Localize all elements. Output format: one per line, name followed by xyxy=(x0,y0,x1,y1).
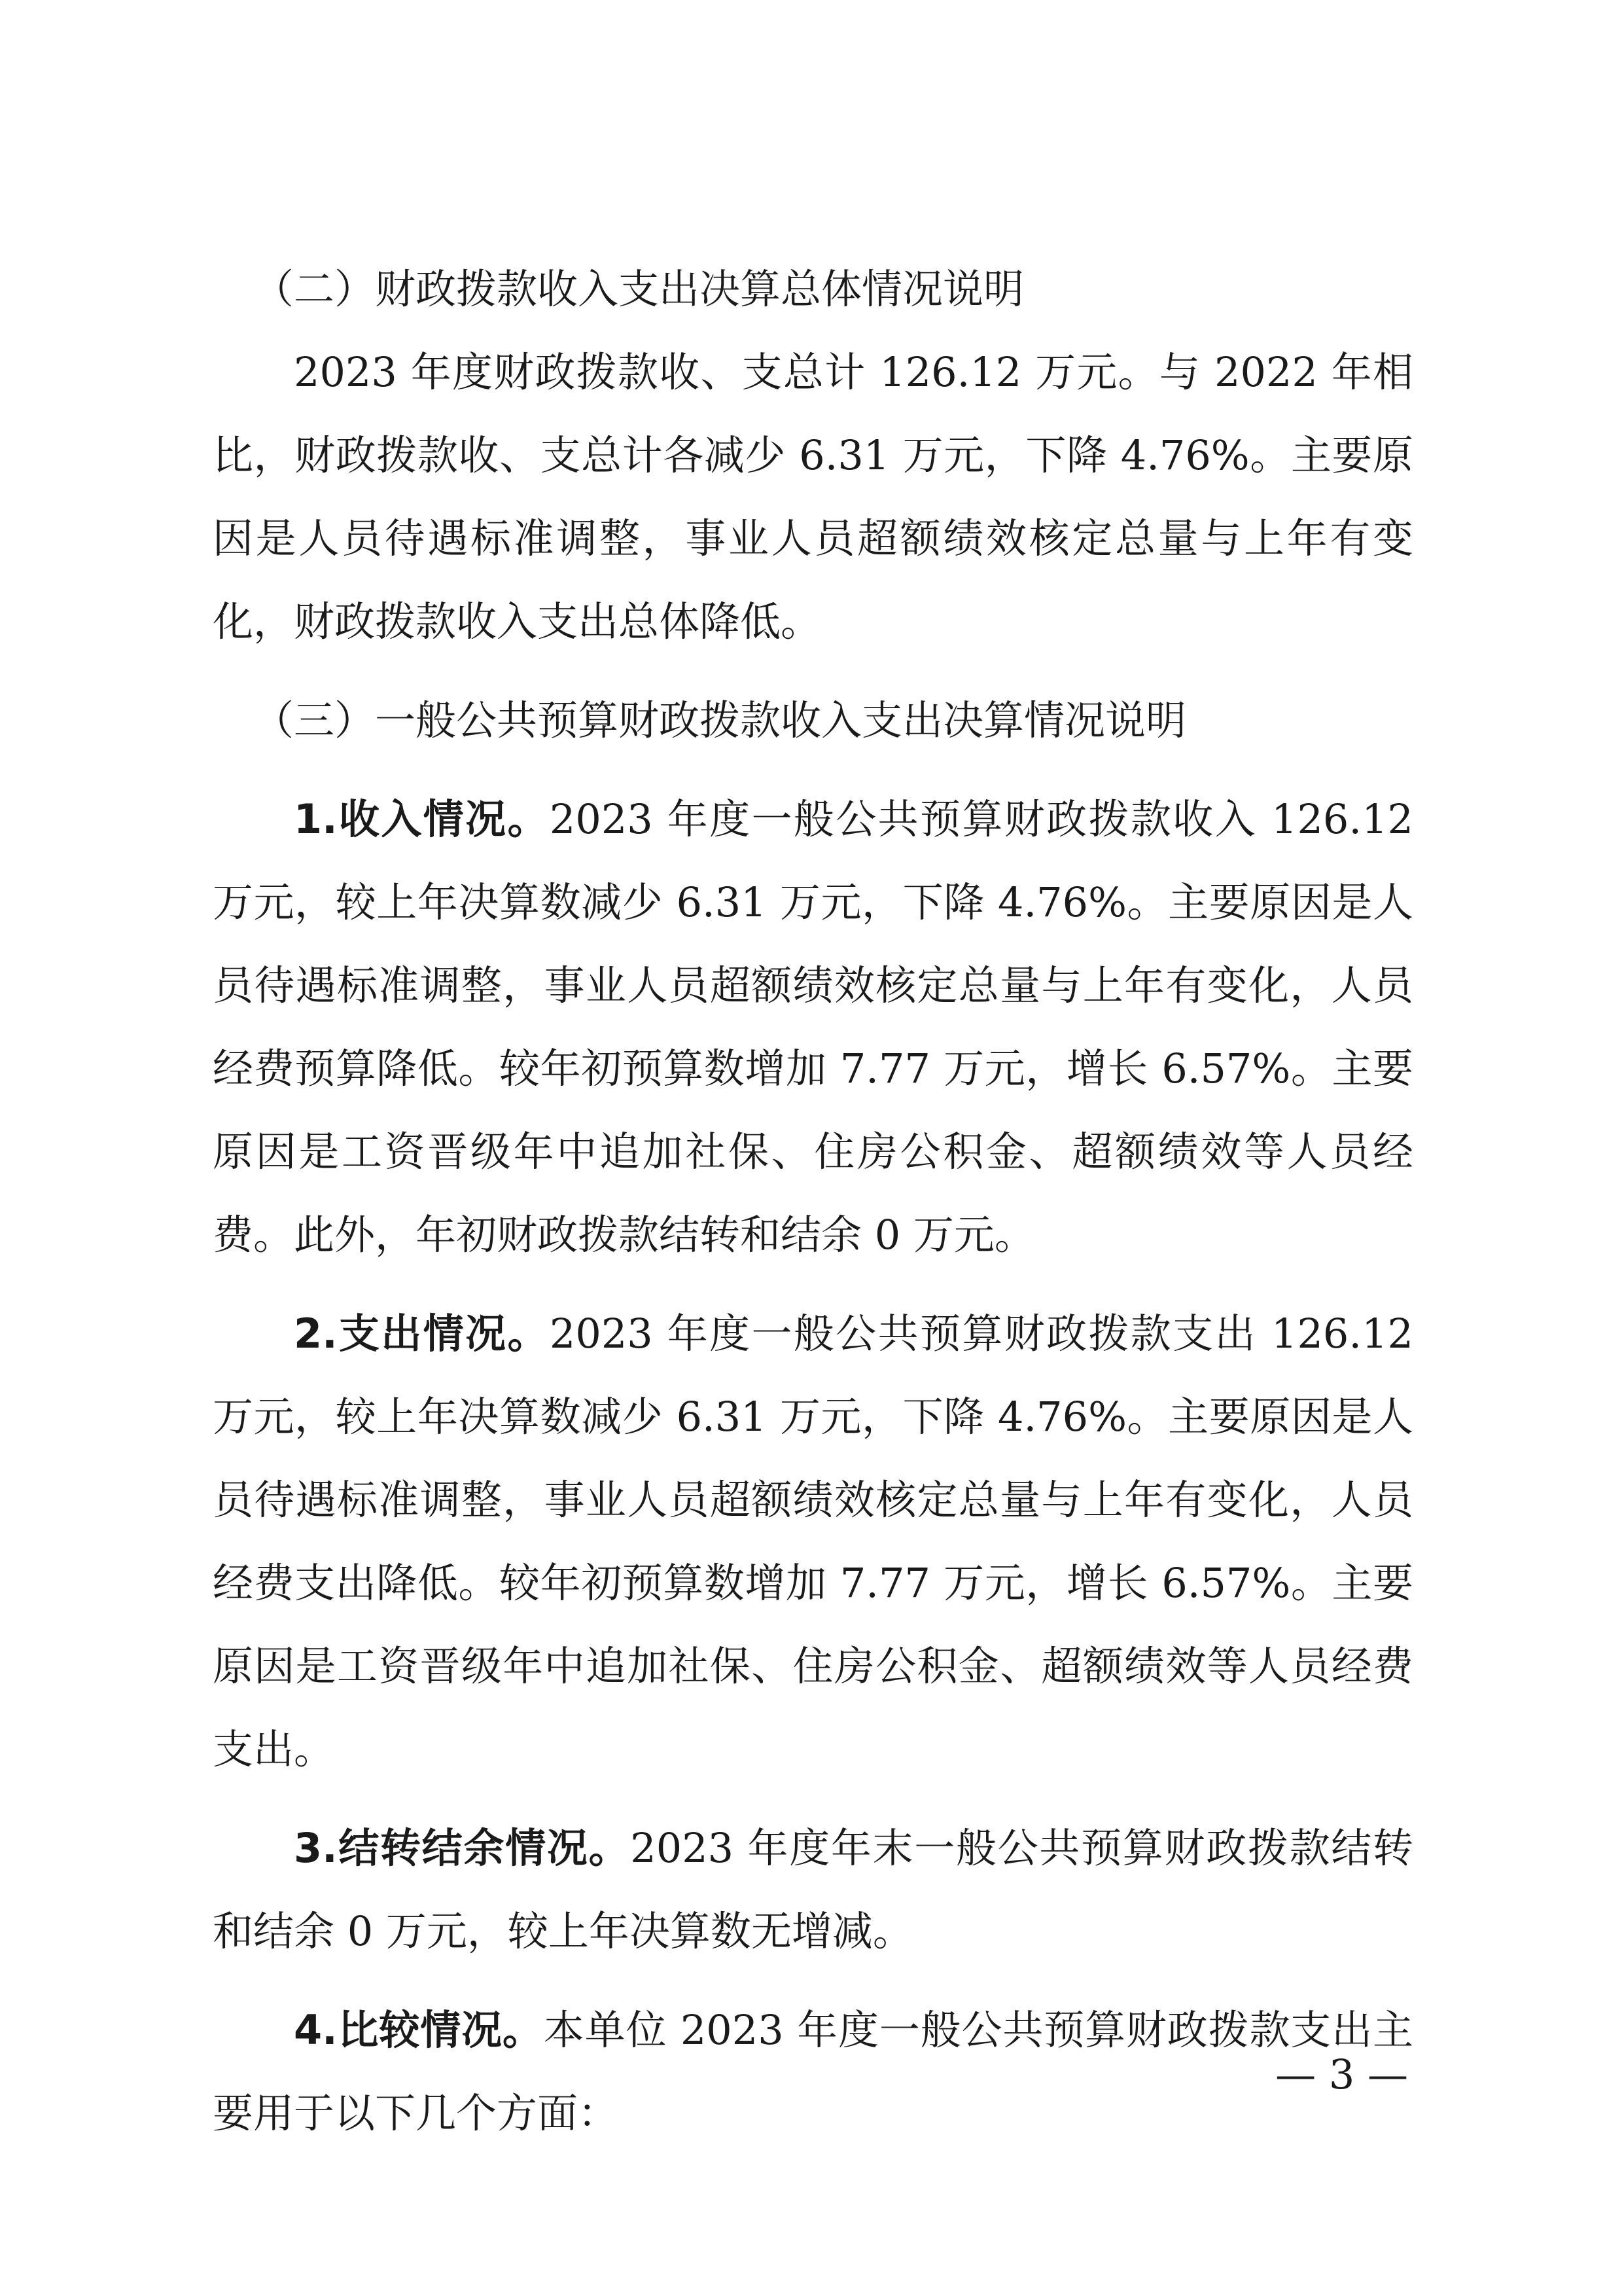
income-paragraph xyxy=(213,778,1413,1276)
page-number: — 3 — xyxy=(1275,2051,1408,2098)
section-2-heading: （二）财政拨款收入支出决算总体情况说明 xyxy=(253,265,1025,313)
income-label: 1.收入情况。 xyxy=(294,795,550,843)
comparison-text: 本单位 2023 年度一般公共预算财政拨款支出主要用于以下几个方面： xyxy=(213,2006,1413,2137)
expenditure-label: 2.支出情况。 xyxy=(294,1310,550,1357)
expenditure-paragraph xyxy=(213,1292,1413,1791)
income-text: 2023 年度一般公共预算财政拨款收入 126.12 万元，较上年决算数减少 6.31 万元，下降 4.76%。主要原因是人员待遇标准调整，事业人员超额绩效核定总量与上年有变化，人员经费预算降低。较年初预算数增加 7.77 万元，增长 6.57%。主要原因是工资晋级年中追加社保、住房公积金、超额绩效等人员经费。此外，年初财政拨款结转和结余 0 万元。 xyxy=(213,795,1413,1259)
comparison-paragraph xyxy=(213,1988,1413,2155)
expenditure-text: 2023 年度一般公共预算财政拨款支出 126.12 万元，较上年决算数减少 6.31 万元，下降 4.76%。主要原因是人员待遇标准调整，事业人员超额绩效核定总量与上年有变化，人员经费支出降低。较年初预算数增加 7.77 万元，增长 6.57%。主要原因是工资晋级年中追加社保、住房公积金、超额绩效等人员经费支出。 xyxy=(213,1310,1413,1773)
section-3-heading: （三）一般公共预算财政拨款收入支出决算情况说明 xyxy=(253,696,1187,744)
document-body xyxy=(213,247,1413,2155)
carryover-label: 3.结转结余情况。 xyxy=(294,1824,631,1872)
section-2-paragraph: 2023 年度财政拨款收、支总计 126.12 万元。与 2022 年相比，财政拨款收、支总计各减少 6.31 万元，下降 4.76%。主要原因是人员待遇标准调整，事业人员超额绩效核定总量与上年有变化，财政拨款收入支出总体降低。 xyxy=(213,348,1413,645)
carryover-paragraph xyxy=(213,1806,1413,1973)
carryover-text: 2023 年度年末一般公共预算财政拨款结转和结余 0 万元，较上年决算数无增减。 xyxy=(213,1824,1413,1955)
comparison-label: 4.比较情况。 xyxy=(294,2006,544,2054)
